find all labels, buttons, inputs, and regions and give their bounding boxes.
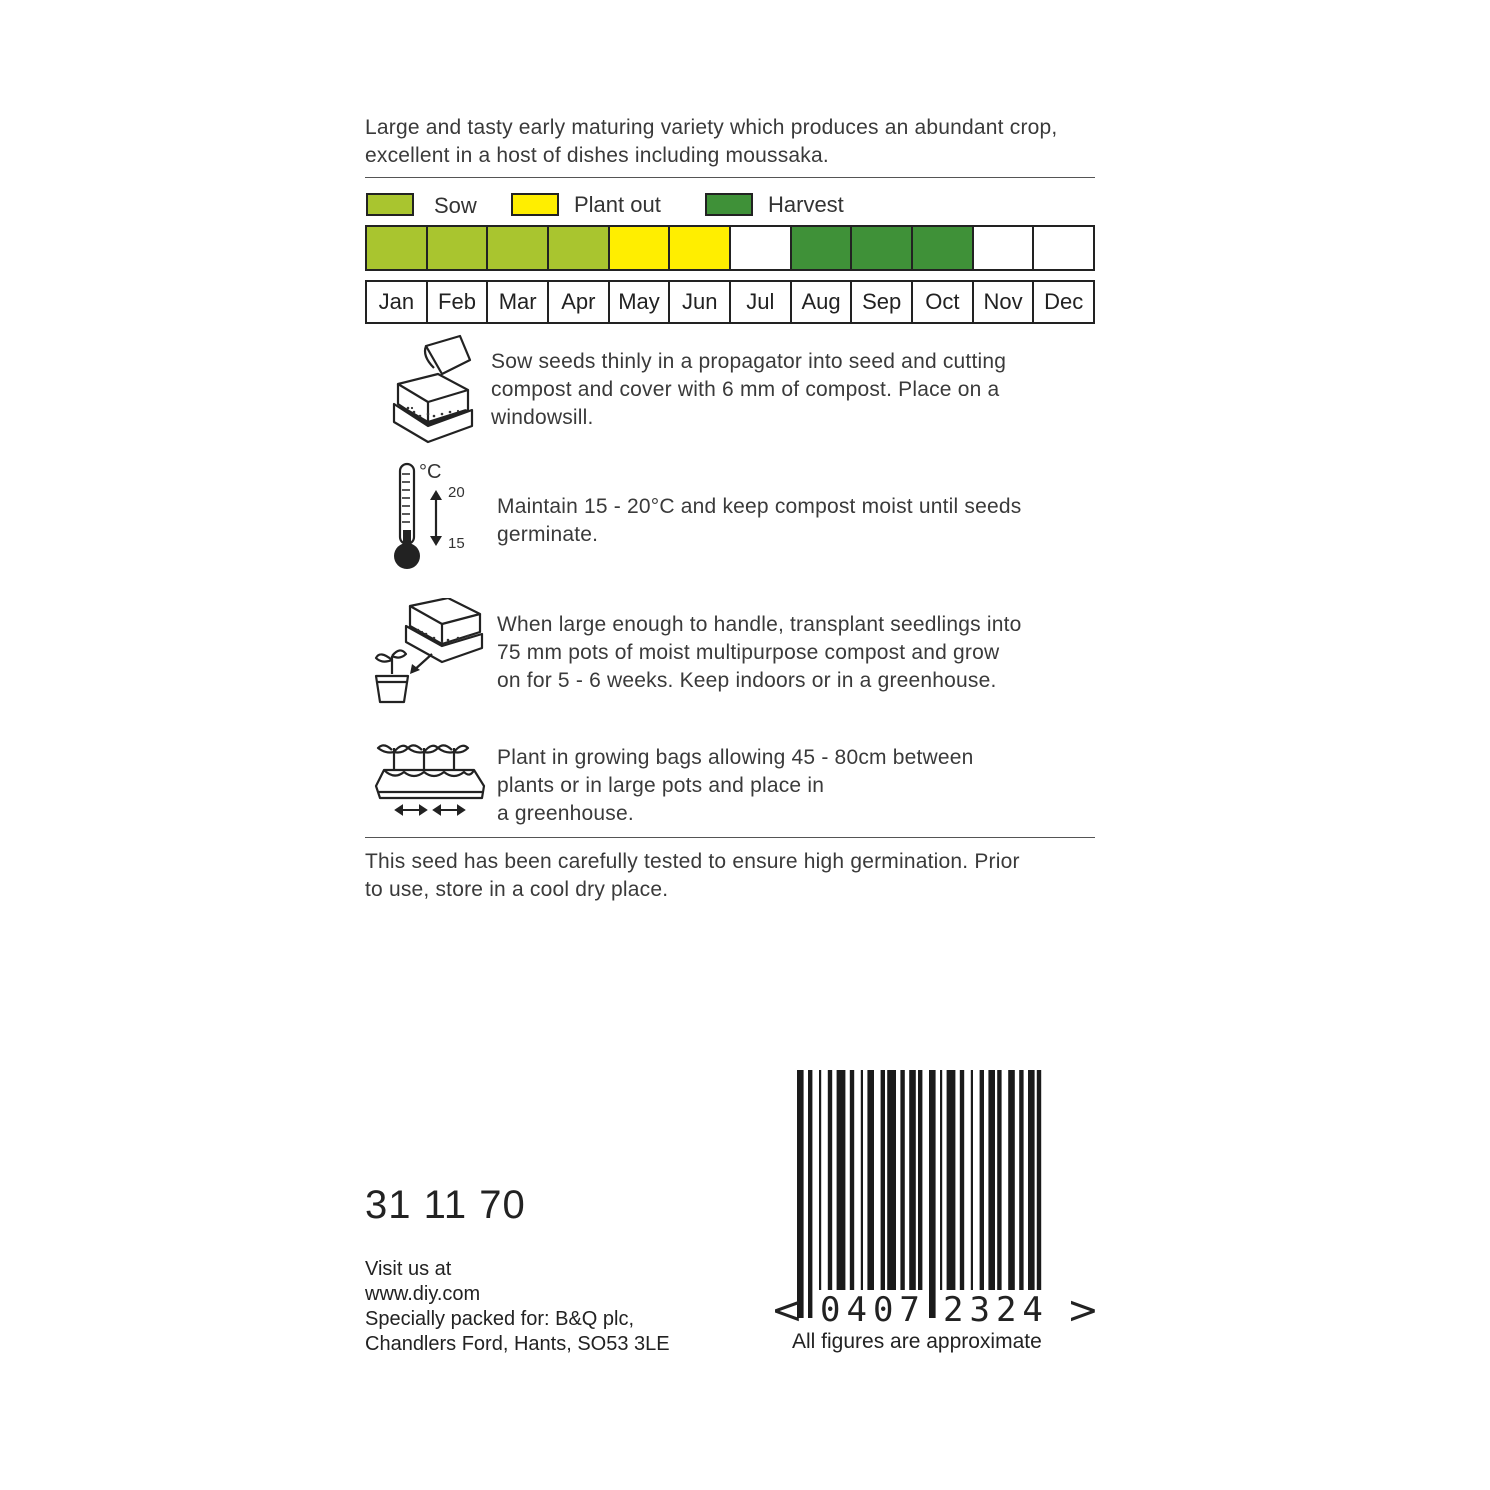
- step-2-text: [497, 493, 1087, 549]
- calendar-activity-cell: [367, 227, 428, 269]
- step-3-line-2: 75 mm pots of moist multipurpose compost and grow: [497, 641, 1000, 664]
- calendar-activity-cell: [670, 227, 731, 269]
- footer-note: [365, 848, 1095, 904]
- calendar-activity-cell: [792, 227, 853, 269]
- footer-note-line-1: This seed has been carefully tested to ensure high germination. Prior: [365, 850, 1020, 873]
- step-4-text: [497, 744, 1087, 828]
- calendar-months-row: [365, 280, 1095, 324]
- transplant-icon: [370, 598, 484, 708]
- temperature-range-arrow-icon: [428, 488, 444, 548]
- growing-bag-icon: [374, 740, 486, 820]
- barcode-left-mark: <: [771, 1288, 803, 1332]
- product-code: 31 11 70: [365, 1183, 526, 1227]
- legend-swatch-harvest: [705, 193, 753, 216]
- step-2-line-1: Maintain 15 - 20°C and keep compost moist until seeds: [497, 495, 1022, 518]
- address-line-3: Specially packed for: B&Q plc,: [365, 1308, 635, 1330]
- calendar-activity-cell: [428, 227, 489, 269]
- calendar-month-label: Nov: [974, 282, 1035, 322]
- address-line-2: www.diy.com: [365, 1283, 481, 1305]
- step-1-text: [491, 348, 1091, 432]
- calendar-activity-cell: [852, 227, 913, 269]
- barcode-right-digits: 2324: [943, 1290, 1049, 1330]
- step-1-line-2: compost and cover with 6 mm of compost. Place on a: [491, 378, 1000, 401]
- step-3-line-1: When large enough to handle, transplant seedlings into: [497, 613, 1022, 636]
- calendar-month-label: Dec: [1044, 289, 1084, 314]
- thermometer-low: 15: [448, 535, 465, 552]
- calendar-activity-cell: [549, 227, 610, 269]
- legend-label-plant-out: Plant out: [574, 192, 661, 217]
- step-4-line-3: a greenhouse.: [497, 802, 634, 825]
- barcode-left-digits: 0407: [820, 1290, 926, 1330]
- calendar-month-label: Jul: [731, 282, 792, 322]
- thermometer-high: 20: [448, 484, 465, 501]
- barcode: [795, 1068, 1075, 1328]
- divider-top: [365, 177, 1095, 178]
- calendar-month-label: Oct: [913, 282, 974, 322]
- calendar-activity-cell: [913, 227, 974, 269]
- calendar-month-label: Apr: [549, 282, 610, 322]
- legend-label-harvest: Harvest: [768, 192, 844, 217]
- step-3-text: [497, 611, 1087, 695]
- step-1-line-3: windowsill.: [491, 406, 594, 429]
- legend-swatch-plant-out: [511, 193, 559, 216]
- step-4-line-2: plants or in large pots and place in: [497, 774, 825, 797]
- step-3-line-3: on for 5 - 6 weeks. Keep indoors or in a greenhouse.: [497, 669, 997, 692]
- calendar-month-label: Sep: [852, 282, 913, 322]
- calendar-month-label: May: [610, 282, 671, 322]
- calendar-activity-cell: [731, 227, 792, 269]
- calendar-month-label: Jun: [670, 282, 731, 322]
- step-4-line-1: Plant in growing bags allowing 45 - 80cm between: [497, 746, 974, 769]
- calendar-month-label: Mar: [488, 282, 549, 322]
- address-line-1: Visit us at: [365, 1258, 452, 1280]
- calendar-activity-cell: [974, 227, 1035, 269]
- calendar-month-label: Aug: [792, 282, 853, 322]
- legend-swatch-sow: [366, 193, 414, 216]
- intro-text-bound: Large and tasty early maturing variety which produces an abundant crop, excellent in a host of dishes including moussaka.: [365, 116, 1058, 167]
- calendar-month-label: Feb: [428, 282, 489, 322]
- calendar-activity-cell: [1034, 227, 1093, 269]
- retailer-address: [365, 1257, 670, 1357]
- address-line-4: Chandlers Ford, Hants, SO53 3LE: [365, 1333, 670, 1355]
- divider-bottom: [365, 837, 1095, 838]
- legend-label-sow: Sow: [434, 193, 477, 218]
- calendar-activity-row: [365, 225, 1095, 271]
- calendar-activity-cell: [488, 227, 549, 269]
- calendar-activity-cell: [610, 227, 671, 269]
- thermometer-unit: °C: [419, 461, 442, 483]
- barcode-caption: All figures are approximate: [792, 1330, 1042, 1353]
- step-1-line-1: Sow seeds thinly in a propagator into seed and cutting: [491, 350, 1007, 373]
- step-2-line-2: germinate.: [497, 523, 599, 546]
- footer-note-line-2: to use, store in a cool dry place.: [365, 878, 669, 901]
- calendar-month-label: Jan: [367, 282, 428, 322]
- barcode-right-mark: >: [1067, 1288, 1099, 1332]
- propagator-sowing-icon: [388, 334, 478, 444]
